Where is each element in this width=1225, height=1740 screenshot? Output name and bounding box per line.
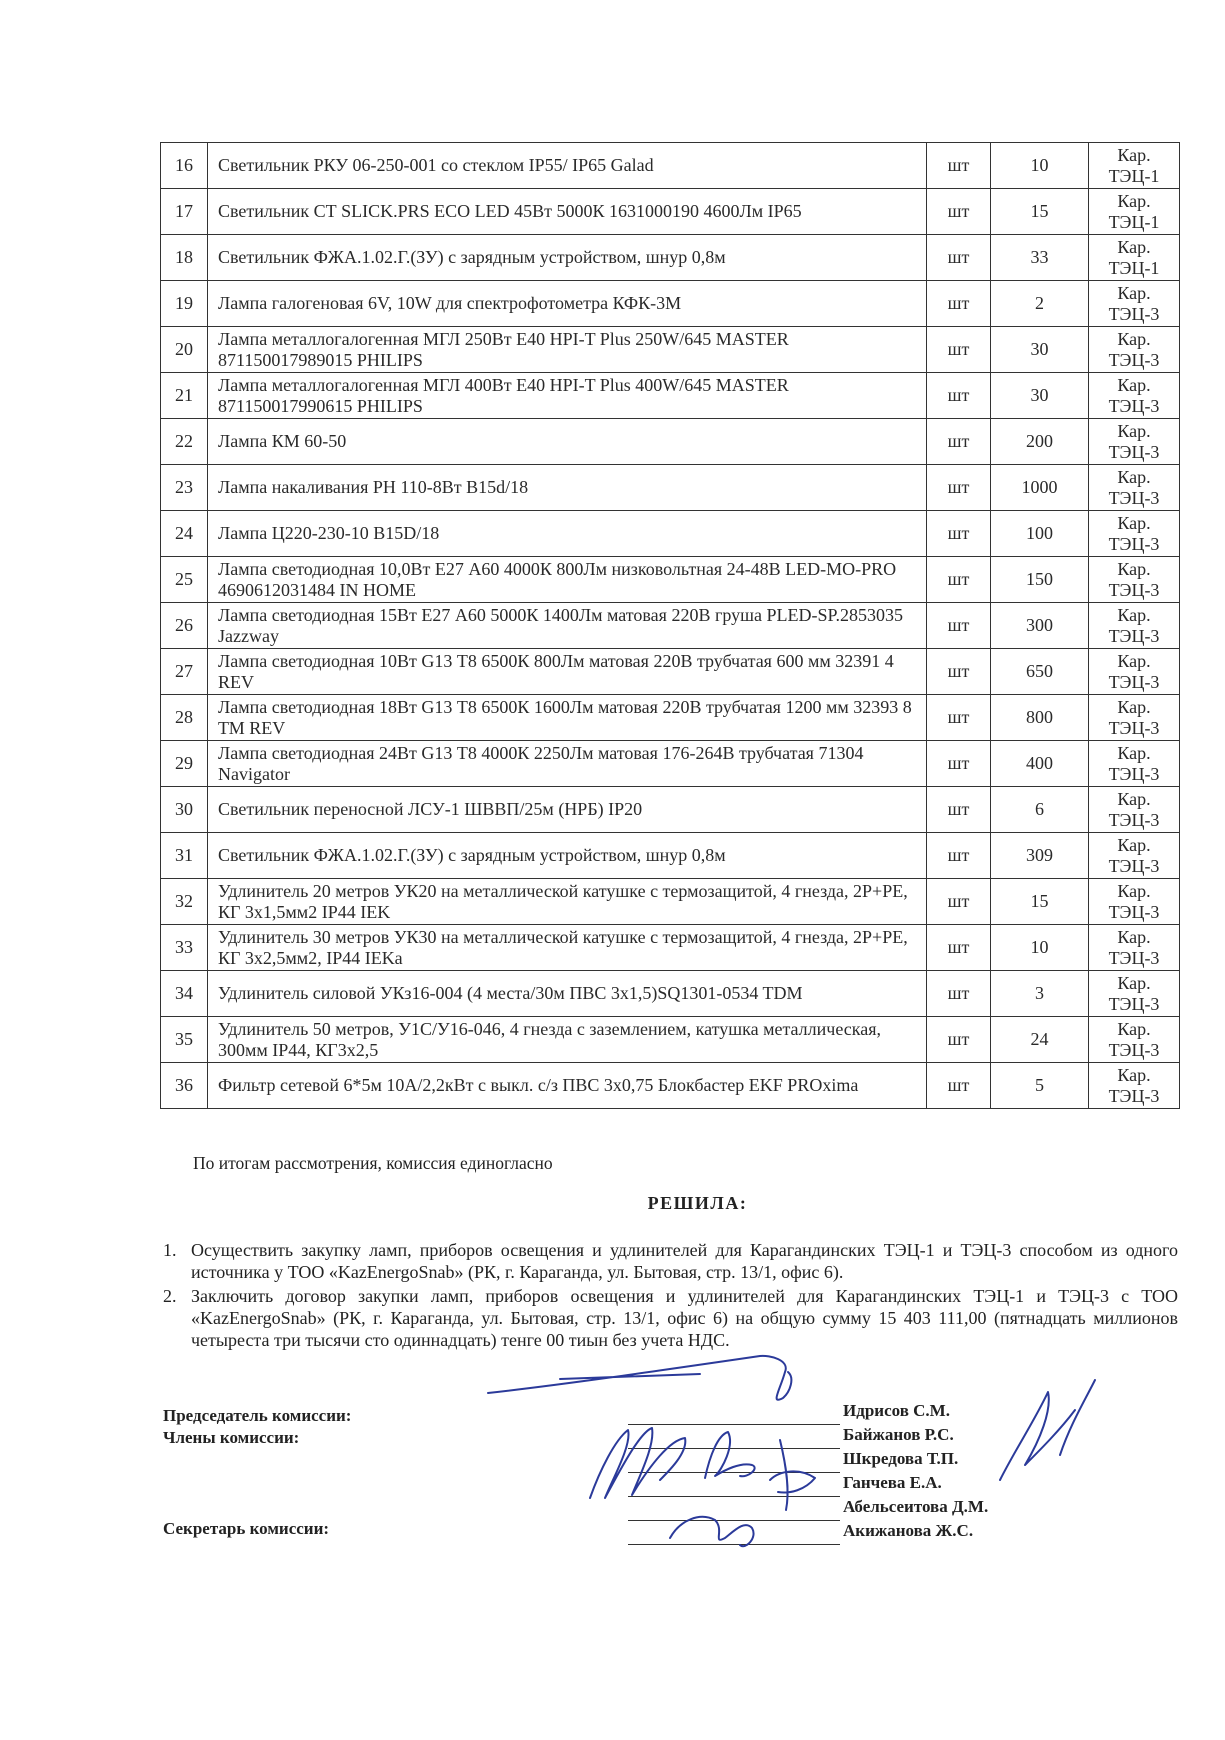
location-line: ТЭЦ-3: [1108, 1085, 1160, 1106]
table-row: [161, 833, 1180, 879]
table-row: [161, 511, 1180, 557]
location-cell: [1089, 327, 1180, 373]
quantity-cell: 800: [991, 695, 1089, 741]
location-line: Кар.: [1117, 466, 1151, 487]
decision-text: Осуществить закупку ламп, приборов освещения и удлинителей для Карагандинских ТЭЦ-1 и ТЭЦ-3 способом из одного источника у ТОО «KazEnergoSnab» (РК, г. Караганда, ул. Бытовая, стр. 13/1, офис 6).: [191, 1240, 1178, 1282]
location-cell: [1089, 143, 1180, 189]
location-cell: [1089, 879, 1180, 925]
item-name-cell: Лампа светодиодная 18Вт G13 Т8 6500К 1600Лм матовая 220В трубчатая 1200 мм 32393 8 ТМ REV: [208, 695, 927, 741]
location-line: ТЭЦ-3: [1108, 993, 1160, 1014]
item-name-cell: Лампа КМ 60-50: [208, 419, 927, 465]
quantity-cell: 24: [991, 1017, 1089, 1063]
unit-cell: шт: [927, 465, 991, 511]
unit-cell: шт: [927, 511, 991, 557]
location-line: Кар.: [1117, 650, 1151, 671]
location-line: ТЭЦ-3: [1108, 901, 1160, 922]
row-number-cell: 17: [161, 189, 208, 235]
row-number-cell: 22: [161, 419, 208, 465]
location-line: ТЭЦ-1: [1108, 211, 1160, 232]
location-line: ТЭЦ-3: [1108, 717, 1160, 738]
table-row: [161, 971, 1180, 1017]
signatory-name: Абельсеитова Д.М.: [843, 1497, 989, 1516]
location-cell: [1089, 1063, 1180, 1109]
item-name-cell: Лампа галогеновая 6V, 10W для спектрофотометра КФК-3М: [208, 281, 927, 327]
item-name-cell: Лампа светодиодная 10Вт G13 Т8 6500К 800Лм матовая 220В трубчатая 600 мм 32391 4 REV: [208, 649, 927, 695]
signatory-name: Шкредова Т.П.: [843, 1449, 959, 1468]
table-row: [161, 1017, 1180, 1063]
location-cell: [1089, 511, 1180, 557]
unit-cell: шт: [927, 557, 991, 603]
table-row: [161, 1063, 1180, 1109]
table-row: [161, 143, 1180, 189]
location-line: ТЭЦ-1: [1108, 257, 1160, 278]
item-name-cell: Удлинитель 50 метров, У1С/У16-046, 4 гнезда с заземлением, катушка металлическая, 300мм IP44, КГ3х2,5: [208, 1017, 927, 1063]
location-cell: [1089, 695, 1180, 741]
row-number-cell: 26: [161, 603, 208, 649]
chair-label: Председатель комиссии:: [163, 1406, 352, 1425]
unit-cell: шт: [927, 695, 991, 741]
location-line: Кар.: [1117, 558, 1151, 579]
unit-cell: шт: [927, 1063, 991, 1109]
item-name-cell: Лампа светодиодная 15Вт Е27 А60 5000К 1400Лм матовая 220В груша PLED-SP.2853035 Jazzway: [208, 603, 927, 649]
quantity-cell: 5: [991, 1063, 1089, 1109]
location-line: Кар.: [1117, 1018, 1151, 1039]
unit-cell: шт: [927, 879, 991, 925]
items-table: [160, 142, 1180, 1109]
row-number-cell: 19: [161, 281, 208, 327]
quantity-cell: 3: [991, 971, 1089, 1017]
item-name-cell: Фильтр сетевой 6*5м 10А/2,2кВт с выкл. с/з ПВС 3х0,75 Блокбастер EKF PROxima: [208, 1063, 927, 1109]
table-row: [161, 281, 1180, 327]
table-row: [161, 465, 1180, 511]
location-line: ТЭЦ-1: [1108, 165, 1160, 186]
signature-line: [628, 1496, 840, 1497]
row-number-cell: 32: [161, 879, 208, 925]
location-cell: [1089, 741, 1180, 787]
location-cell: [1089, 281, 1180, 327]
item-name-cell: Светильник РКУ 06-250-001 со стеклом IP55/ IP65 Galad: [208, 143, 927, 189]
signature-line: [628, 1448, 840, 1449]
location-cell: [1089, 649, 1180, 695]
signature-line: [628, 1520, 840, 1521]
row-number-cell: 30: [161, 787, 208, 833]
location-line: ТЭЦ-3: [1108, 303, 1160, 324]
signatory-name: Байжанов Р.С.: [843, 1425, 954, 1444]
unit-cell: шт: [927, 787, 991, 833]
signatory-names: [843, 1399, 988, 1543]
location-line: ТЭЦ-3: [1108, 855, 1160, 876]
location-line: Кар.: [1117, 972, 1151, 993]
location-line: Кар.: [1117, 880, 1151, 901]
item-name-cell: Удлинитель 20 метров УК20 на металлической катушке с термозащитой, 4 гнезда, 2Р+РЕ, КГ 3х1,5мм2 IP44 IEK: [208, 879, 927, 925]
quantity-cell: 15: [991, 189, 1089, 235]
unit-cell: шт: [927, 419, 991, 465]
row-number-cell: 31: [161, 833, 208, 879]
location-line: ТЭЦ-3: [1108, 625, 1160, 646]
location-line: ТЭЦ-3: [1108, 1039, 1160, 1060]
quantity-cell: 400: [991, 741, 1089, 787]
table-row: [161, 695, 1180, 741]
location-line: ТЭЦ-3: [1108, 763, 1160, 784]
table-row: [161, 879, 1180, 925]
location-cell: [1089, 373, 1180, 419]
quantity-cell: 1000: [991, 465, 1089, 511]
table-row: [161, 235, 1180, 281]
quantity-cell: 6: [991, 787, 1089, 833]
unit-cell: шт: [927, 235, 991, 281]
location-line: Кар.: [1117, 236, 1151, 257]
quantity-cell: 309: [991, 833, 1089, 879]
signature-line: [628, 1424, 840, 1425]
quantity-cell: 100: [991, 511, 1089, 557]
location-cell: [1089, 925, 1180, 971]
location-line: Кар.: [1117, 696, 1151, 717]
quantity-cell: 650: [991, 649, 1089, 695]
unit-cell: шт: [927, 649, 991, 695]
members-label: Члены комиссии:: [163, 1428, 300, 1447]
secretary-label: Секретарь комиссии:: [163, 1519, 330, 1538]
quantity-cell: 33: [991, 235, 1089, 281]
row-number-cell: 35: [161, 1017, 208, 1063]
row-number-cell: 33: [161, 925, 208, 971]
item-name-cell: Лампа металлогалогенная МГЛ 250Вт Е40 HPI-T Plus 250W/645 MASTER 871150017989015 PHILIPS: [208, 327, 927, 373]
location-cell: [1089, 833, 1180, 879]
quantity-cell: 300: [991, 603, 1089, 649]
signatory-name: Акижанова Ж.С.: [843, 1521, 974, 1540]
row-number-cell: 29: [161, 741, 208, 787]
table-row: [161, 603, 1180, 649]
unit-cell: шт: [927, 281, 991, 327]
row-number-cell: 25: [161, 557, 208, 603]
location-line: Кар.: [1117, 926, 1151, 947]
quantity-cell: 150: [991, 557, 1089, 603]
decision-item: [163, 1285, 1178, 1351]
unit-cell: шт: [927, 925, 991, 971]
location-line: ТЭЦ-3: [1108, 579, 1160, 600]
decision-text: Заключить договор закупки ламп, приборов освещения и удлинителей для Карагандинских ТЭЦ-1 и ТЭЦ-3 с ТОО «KazEnergoSnab» (РК, г. Караганда, ул. Бытовая, стр. 13/1, офис 6) на общую сумму 15 403 111,00 (пятнадцать миллионов четыреста три тысячи сто одиннадцать) тенге 00 тиын без учета НДС.: [191, 1286, 1178, 1350]
item-name-cell: Лампа Ц220-230-10 В15D/18: [208, 511, 927, 557]
row-number-cell: 34: [161, 971, 208, 1017]
item-name-cell: Лампа накаливания РН 110-8Вт В15d/18: [208, 465, 927, 511]
location-line: Кар.: [1117, 420, 1151, 441]
table-row: [161, 419, 1180, 465]
table-row: [161, 787, 1180, 833]
quantity-cell: 2: [991, 281, 1089, 327]
decision-list: [163, 1239, 1178, 1353]
table-row: [161, 741, 1180, 787]
quantity-cell: 200: [991, 419, 1089, 465]
location-line: ТЭЦ-3: [1108, 441, 1160, 462]
table-row: [161, 649, 1180, 695]
quantity-cell: 15: [991, 879, 1089, 925]
location-line: ТЭЦ-3: [1108, 533, 1160, 554]
item-name-cell: Удлинитель 30 метров УК30 на металлической катушке с термозащитой, 4 гнезда, 2Р+РЕ, КГ 3х2,5мм2, IP44 IEKa: [208, 925, 927, 971]
quantity-cell: 30: [991, 373, 1089, 419]
location-line: Кар.: [1117, 190, 1151, 211]
location-cell: [1089, 419, 1180, 465]
item-name-cell: Лампа металлогалогенная МГЛ 400Вт Е40 HPI-T Plus 400W/645 MASTER 871150017990615 PHILIPS: [208, 373, 927, 419]
quantity-cell: 10: [991, 925, 1089, 971]
row-number-cell: 21: [161, 373, 208, 419]
item-name-cell: Светильник ФЖА.1.02.Г.(ЗУ) с зарядным устройством, шнур 0,8м: [208, 833, 927, 879]
item-name-cell: Лампа светодиодная 24Вт G13 Т8 4000К 2250Лм матовая 176-264В трубчатая 71304 Navigator: [208, 741, 927, 787]
location-cell: [1089, 971, 1180, 1017]
location-cell: [1089, 557, 1180, 603]
decision-number: 1.: [163, 1240, 177, 1260]
location-cell: [1089, 235, 1180, 281]
location-cell: [1089, 1017, 1180, 1063]
location-line: Кар.: [1117, 328, 1151, 349]
chair-signature: [488, 1356, 791, 1400]
decided-heading: РЕШИЛА:: [647, 1193, 748, 1213]
member-signature-4: [1000, 1380, 1095, 1480]
table-row: [161, 925, 1180, 971]
unit-cell: шт: [927, 971, 991, 1017]
row-number-cell: 23: [161, 465, 208, 511]
table-row: [161, 327, 1180, 373]
quantity-cell: 30: [991, 327, 1089, 373]
unit-cell: шт: [927, 373, 991, 419]
location-line: ТЭЦ-3: [1108, 809, 1160, 830]
location-line: ТЭЦ-3: [1108, 395, 1160, 416]
location-cell: [1089, 465, 1180, 511]
row-number-cell: 27: [161, 649, 208, 695]
location-cell: [1089, 189, 1180, 235]
decision-number: 2.: [163, 1286, 177, 1306]
location-line: Кар.: [1117, 742, 1151, 763]
row-number-cell: 28: [161, 695, 208, 741]
unit-cell: шт: [927, 603, 991, 649]
location-line: ТЭЦ-3: [1108, 349, 1160, 370]
member-signature-1: [590, 1428, 685, 1498]
quantity-cell: 10: [991, 143, 1089, 189]
unit-cell: шт: [927, 189, 991, 235]
location-line: Кар.: [1117, 1064, 1151, 1085]
signatory-name: Ганчева Е.А.: [843, 1473, 942, 1492]
location-cell: [1089, 787, 1180, 833]
unit-cell: шт: [927, 327, 991, 373]
items-table-body: [161, 143, 1180, 1109]
location-line: ТЭЦ-3: [1108, 487, 1160, 508]
unit-cell: шт: [927, 833, 991, 879]
location-line: Кар.: [1117, 282, 1151, 303]
unit-cell: шт: [927, 741, 991, 787]
location-line: Кар.: [1117, 374, 1151, 395]
row-number-cell: 24: [161, 511, 208, 557]
table-row: [161, 373, 1180, 419]
unit-cell: шт: [927, 1017, 991, 1063]
item-name-cell: Светильник ФЖА.1.02.Г.(ЗУ) с зарядным устройством, шнур 0,8м: [208, 235, 927, 281]
location-line: Кар.: [1117, 834, 1151, 855]
member-signature-3: [770, 1440, 815, 1510]
location-line: Кар.: [1117, 512, 1151, 533]
decision-item: [163, 1239, 1178, 1283]
location-line: Кар.: [1117, 144, 1151, 165]
location-cell: [1089, 603, 1180, 649]
item-name-cell: Удлинитель силовой УКз16-004 (4 места/30м ПВС 3х1,5)SQ1301-0534 TDM: [208, 971, 927, 1017]
location-line: ТЭЦ-3: [1108, 947, 1160, 968]
row-number-cell: 36: [161, 1063, 208, 1109]
location-line: ТЭЦ-3: [1108, 671, 1160, 692]
row-number-cell: 16: [161, 143, 208, 189]
row-number-cell: 18: [161, 235, 208, 281]
row-number-cell: 20: [161, 327, 208, 373]
secretary-signature: [670, 1517, 754, 1546]
summary-text: По итогам рассмотрения, комиссия единогласно: [193, 1153, 553, 1173]
location-line: Кар.: [1117, 604, 1151, 625]
unit-cell: шт: [927, 143, 991, 189]
item-name-cell: Светильник СТ SLICK.PRS ECO LED 45Вт 5000К 1631000190 4600Лм IP65: [208, 189, 927, 235]
table-row: [161, 557, 1180, 603]
signature-line: [628, 1544, 840, 1545]
location-line: Кар.: [1117, 788, 1151, 809]
signatory-name: Идрисов С.М.: [843, 1401, 950, 1420]
table-row: [161, 189, 1180, 235]
item-name-cell: Лампа светодиодная 10,0Вт Е27 А60 4000К 800Лм низковольтная 24-48В LED-MO-PRO 4690612031484 IN HOME: [208, 557, 927, 603]
signature-line: [628, 1472, 840, 1473]
item-name-cell: Светильник переносной ЛСУ-1 ШВВП/25м (НРБ) IP20: [208, 787, 927, 833]
